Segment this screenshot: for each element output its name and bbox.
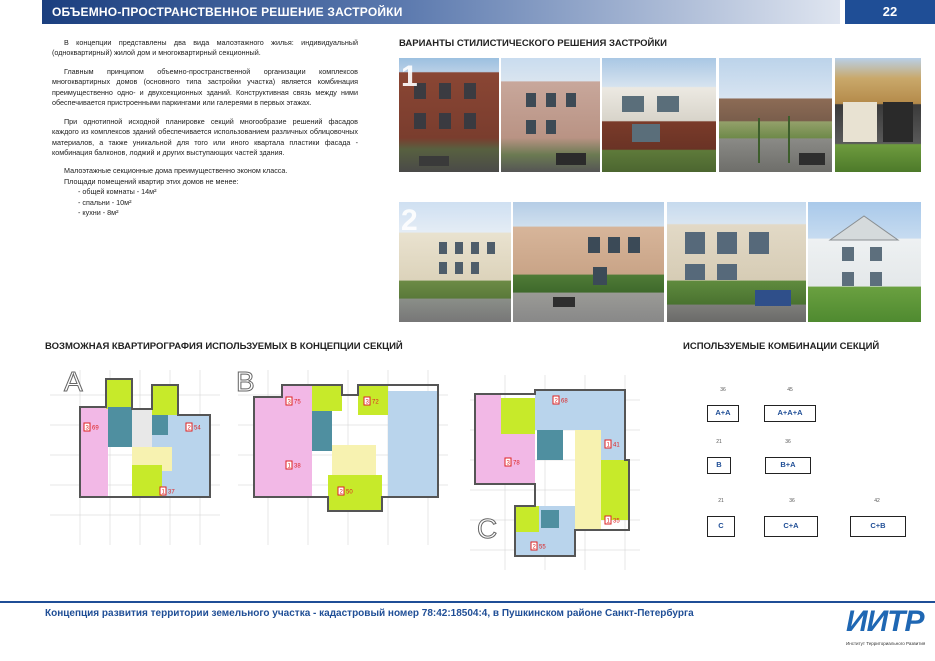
svg-text:1: 1 xyxy=(287,463,291,470)
header-bar xyxy=(42,0,840,24)
svg-text:75: 75 xyxy=(294,399,301,406)
section-plan-a xyxy=(40,365,225,555)
svg-text:3: 3 xyxy=(506,460,510,467)
svg-text:3: 3 xyxy=(365,399,369,406)
svg-text:50: 50 xyxy=(346,489,353,496)
intro-paragraph: Малоэтажные секционные дома преимущественно эконом класса. xyxy=(64,166,288,176)
area-item: - спальни - 10м² xyxy=(78,197,132,207)
building-photo xyxy=(808,202,921,322)
page-title: ОБЪЕМНО-ПРОСТРАНСТВЕННОЕ РЕШЕНИЕ ЗАСТРОЙКИ xyxy=(52,5,403,19)
intro-paragraph: Главным принципом объемно-пространственной организации комплексов многоквартирных домов (основного типа застройки участка) является комбинация преимущественно одно- и двухсекционных зданий. Конструктивная связь между ними обеспечивается пристроенными паркингами или галереями в первых этажах. xyxy=(52,66,358,108)
combo-dim: 36 xyxy=(720,387,726,393)
svg-text:55: 55 xyxy=(539,544,546,551)
plans-title: ВОЗМОЖНАЯ КВАРТИРОГРАФИЯ ИСПОЛЬЗУЕМЫХ В КОНЦЕПЦИИ СЕКЦИЙ xyxy=(45,341,403,352)
company-logo xyxy=(846,605,930,653)
combo-dim: 36 xyxy=(789,498,795,504)
page-number: 22 xyxy=(845,0,935,24)
style-variant-label: 2 xyxy=(401,204,418,237)
combo-a-a: A+A xyxy=(707,405,739,422)
building-photo xyxy=(719,58,832,172)
intro-paragraph: Площади помещений квартир этих домов не менее: xyxy=(64,176,239,186)
intro-text xyxy=(52,38,358,219)
combo-dim: 42 xyxy=(874,498,880,504)
svg-text:54: 54 xyxy=(194,425,201,432)
style-variant-label: 1 xyxy=(401,60,418,93)
svg-text:41: 41 xyxy=(613,442,620,449)
area-item: - кухни - 8м² xyxy=(78,208,119,218)
svg-text:A: A xyxy=(64,366,83,397)
building-photo xyxy=(399,58,499,172)
section-plan-c xyxy=(465,370,645,580)
svg-text:37: 37 xyxy=(168,489,175,496)
svg-text:68: 68 xyxy=(561,398,568,405)
svg-text:1: 1 xyxy=(606,442,610,449)
section-plan-b xyxy=(228,365,453,555)
combo-dim: 36 xyxy=(785,439,791,445)
combos-title: ИСПОЛЬЗУЕМЫЕ КОМБИНАЦИИ СЕКЦИЙ xyxy=(683,341,880,352)
svg-text:78: 78 xyxy=(513,460,520,467)
intro-paragraph: При однотипной исходной планировке секций многообразие решений фасадов каждого из комплексов зданий обеспечивается использованием различных облицовочных материалов, а также уникальной для того или иного квартала пластики фасада - комбинация балконов, лоджий и других выступающих частей здания. xyxy=(52,116,358,157)
combo-c-a: C+A xyxy=(764,516,818,537)
svg-text:72: 72 xyxy=(372,399,379,406)
svg-text:2: 2 xyxy=(187,425,191,432)
combo-dim: 45 xyxy=(787,387,793,393)
building-photo xyxy=(399,202,511,322)
combo-c-b: C+B xyxy=(850,516,906,537)
svg-text:2: 2 xyxy=(339,489,343,496)
building-photo xyxy=(602,58,716,172)
svg-text:1: 1 xyxy=(161,489,165,496)
footer-text: Концепция развития территории земельного участка - кадастровый номер 78:42:18504:4, в Пушкинском районе Санкт-Петербурга xyxy=(45,608,694,619)
building-photo xyxy=(513,202,664,322)
svg-text:3: 3 xyxy=(287,399,291,406)
svg-text:1: 1 xyxy=(606,518,610,525)
combo-dim: 21 xyxy=(716,439,722,445)
svg-text:2: 2 xyxy=(532,544,536,551)
svg-text:B: B xyxy=(236,366,255,397)
svg-text:38: 38 xyxy=(294,463,301,470)
building-photo xyxy=(835,58,921,172)
intro-paragraph: В концепции представлены два вида малоэтажного жилья: индивидуальный (одноквартирный) жилой дом и многоквартирный секционный. xyxy=(52,38,358,58)
svg-text:2: 2 xyxy=(554,398,558,405)
svg-text:3: 3 xyxy=(85,425,89,432)
svg-text:69: 69 xyxy=(92,425,99,432)
svg-text:C: C xyxy=(477,513,498,544)
building-photo xyxy=(501,58,600,172)
combo-c: C xyxy=(707,516,735,537)
styles-title: ВАРИАНТЫ СТИЛИСТИЧЕСКОГО РЕШЕНИЯ ЗАСТРОЙКИ xyxy=(399,38,667,49)
combo-b: B xyxy=(707,457,731,474)
svg-text:35: 35 xyxy=(613,518,620,525)
combo-b-a: B+A xyxy=(765,457,811,474)
building-photo xyxy=(667,202,806,322)
combo-a-a-a: A+A+A xyxy=(764,405,816,422)
area-item: - общей комнаты - 14м² xyxy=(78,187,157,197)
logo-text: ИИТР xyxy=(846,605,924,638)
logo-subtitle: Институт Территориального Развития xyxy=(846,641,926,646)
footer-divider xyxy=(0,601,935,603)
combo-dim: 21 xyxy=(718,498,724,504)
